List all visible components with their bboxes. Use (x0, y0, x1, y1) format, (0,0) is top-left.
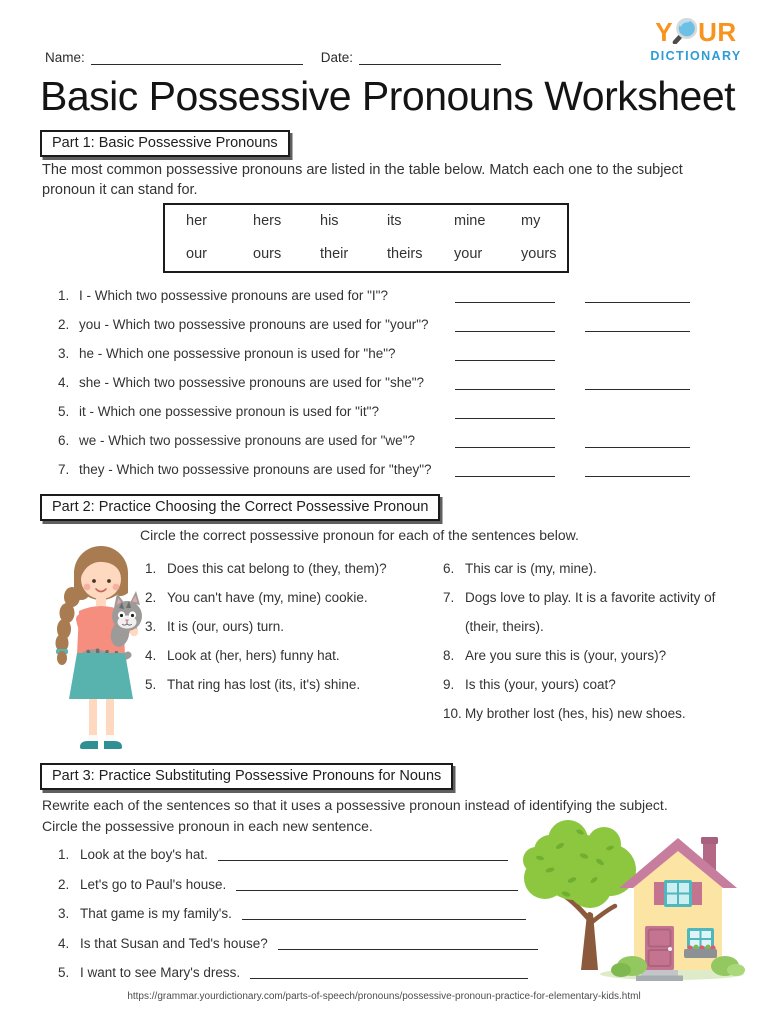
item-text: Is that Susan and Ted's house? (80, 935, 268, 951)
name-label: Name: (45, 50, 85, 65)
answer-blank (455, 389, 555, 390)
item-number: 4. (145, 648, 157, 663)
answer-blank (585, 476, 690, 477)
pronoun-cell: theirs (387, 246, 423, 262)
part3-instructions-line1: Rewrite each of the sentences so that it uses a possessive pronoun instead of identifying the subject. (42, 797, 668, 813)
item-number: 6. (443, 561, 455, 576)
part3-item (58, 875, 518, 905)
magnifier-icon (672, 17, 699, 48)
part1-instructions: The most common possessive pronouns are listed in the table below. Match each one to the subject pronoun it can stand for. (42, 162, 683, 198)
question-text: it - Which one possessive pronoun is used for "it"? (79, 404, 379, 419)
part2-item (443, 554, 728, 583)
part1-question-list (58, 281, 690, 484)
item-text: My brother lost (hes, his) new shoes. (465, 706, 686, 721)
question-text: she - Which two possessive pronouns are used for "she"? (79, 375, 425, 390)
pronoun-cell: his (320, 213, 339, 229)
item-text: Look at (her, hers) funny hat. (167, 648, 340, 663)
item-number: 2. (58, 876, 70, 892)
pronoun-cell: hers (253, 213, 282, 229)
part2-instructions: Circle the correct possessive pronoun for each of the sentences below. (140, 527, 579, 543)
yourdictionary-logo (636, 16, 756, 63)
part1-question-row (58, 368, 690, 397)
item-text: Look at the boy's hat. (80, 847, 208, 862)
part2-item (443, 670, 728, 699)
pronoun-cell: your (454, 246, 483, 262)
answer-blank (236, 875, 518, 891)
part1-question-row (58, 455, 690, 484)
part2-item (145, 670, 443, 699)
item-text: I want to see Mary's dress. (80, 965, 241, 980)
item-number: 7. (443, 590, 455, 605)
question-number: 2. (58, 317, 70, 332)
part2-item (145, 583, 443, 612)
part2-item (145, 641, 443, 670)
answer-blank (455, 360, 555, 361)
part2-sentence-list (145, 554, 728, 728)
part2-item (443, 641, 728, 670)
answer-blank (455, 302, 555, 303)
part3-item (58, 904, 526, 934)
item-number: 9. (443, 677, 455, 692)
part2-right-column (443, 554, 728, 728)
logo-dictionary: DICTIONARY (650, 49, 742, 63)
part1-question-row (58, 339, 690, 368)
item-text: Are you sure this is (your, yours)? (465, 648, 667, 663)
answer-blank (278, 934, 538, 950)
part2-heading: Part 2: Practice Choosing the Correct Possessive Pronoun (40, 494, 440, 521)
question-text: they - Which two possessive pronouns are used for "they"? (79, 462, 432, 477)
pronoun-cell: mine (454, 213, 486, 229)
answer-blank (250, 963, 528, 979)
part2-item (145, 612, 443, 641)
part1-heading: Part 1: Basic Possessive Pronouns (40, 130, 290, 157)
part1-question-row (58, 397, 690, 426)
item-number: 3. (145, 619, 157, 634)
item-text: Let's go to Paul's house. (80, 876, 227, 892)
question-number: 7. (58, 462, 70, 477)
pronoun-cell: my (521, 213, 541, 229)
part3-item (58, 934, 538, 964)
part1-question-row (58, 310, 690, 339)
question-number: 6. (58, 433, 70, 448)
question-text: you - Which two possessive pronouns are used for "your"? (79, 317, 429, 332)
footer-url: https://grammar.yourdictionary.com/parts-of-speech/pronouns/possessive-pronoun-practice-for-elementary-kids.html (127, 991, 641, 1002)
item-number: 5. (58, 965, 70, 980)
part3-instructions-line2: Circle the possessive pronoun in each new sentence. (42, 818, 373, 834)
logo-your: Y UR (655, 16, 737, 47)
date-blank-line (359, 50, 501, 65)
header-row (45, 50, 501, 65)
item-text: Is this (your, yours) coat? (465, 677, 616, 692)
part3-heading: Part 3: Practice Substituting Possessive Pronouns for Nouns (40, 763, 453, 790)
question-number: 4. (58, 375, 70, 390)
item-number: 1. (58, 847, 70, 862)
pronoun-cell: ours (253, 246, 282, 262)
item-number: 5. (145, 677, 157, 692)
item-number: 8. (443, 648, 455, 663)
answer-blank (585, 331, 690, 332)
part3-item (58, 845, 508, 875)
page-title: Basic Possessive Pronouns Worksheet (40, 73, 736, 119)
answer-blank (585, 389, 690, 390)
item-text: Does this cat belong to (they, them)? (167, 561, 387, 576)
pronoun-cell: yours (521, 246, 557, 262)
item-number: 3. (58, 906, 70, 921)
item-number: 1. (145, 561, 157, 576)
item-number: 2. (145, 590, 157, 605)
question-text: I - Which two possessive pronouns are used for "I"? (79, 288, 388, 303)
girl-with-cat-illustration (32, 531, 160, 761)
item-text: Dogs love to play. It is a favorite activity of (their, theirs). (465, 590, 716, 634)
part2-left-column (145, 554, 443, 728)
item-text: That ring has lost (its, it's) shine. (167, 677, 361, 692)
part1-question-row (58, 281, 690, 310)
answer-blank (585, 447, 690, 448)
item-text: That game is my family's. (80, 906, 232, 921)
pronoun-cell: her (186, 213, 207, 229)
answer-blank (455, 476, 555, 477)
part1-question-row (58, 426, 690, 455)
question-text: he - Which one possessive pronoun is used for "he"? (79, 346, 396, 361)
item-text: It is (our, ours) turn. (167, 619, 285, 634)
answer-blank (218, 845, 508, 861)
item-number: 10. (443, 706, 462, 721)
question-number: 1. (58, 288, 70, 303)
item-text: This car is (my, mine). (465, 561, 597, 576)
part2-item (443, 583, 728, 641)
date-label: Date: (320, 50, 354, 65)
pronoun-table (163, 203, 569, 273)
question-number: 5. (58, 404, 70, 419)
part2-item (443, 699, 728, 728)
pronoun-cell: its (387, 213, 402, 229)
pronoun-cell: our (186, 246, 207, 262)
part3-item (58, 963, 528, 993)
house-with-tree-illustration (522, 818, 747, 988)
answer-blank (455, 447, 555, 448)
question-number: 3. (58, 346, 70, 361)
part2-item (145, 554, 443, 583)
answer-blank (455, 418, 555, 419)
answer-blank (455, 331, 555, 332)
part3-sentence-list (58, 845, 538, 993)
answer-blank (585, 302, 690, 303)
name-blank-line (91, 50, 303, 65)
item-text: You can't have (my, mine) cookie. (167, 590, 368, 605)
answer-blank (242, 904, 526, 920)
question-text: we - Which two possessive pronouns are used for "we"? (79, 433, 415, 448)
pronoun-cell: their (320, 246, 349, 262)
item-number: 4. (58, 935, 70, 951)
